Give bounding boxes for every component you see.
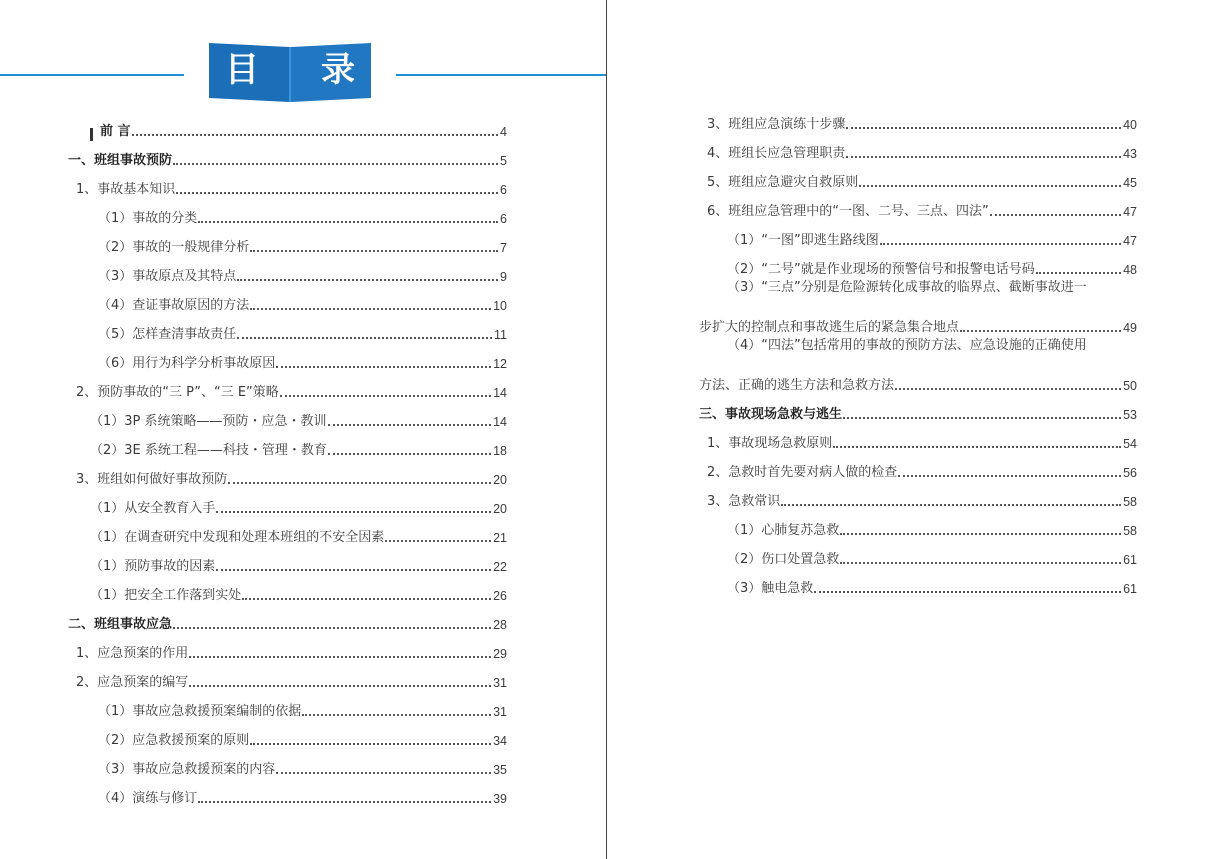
toc-dot-leader [843, 417, 1121, 419]
title-char-2: 录 [321, 50, 355, 90]
toc-dot-leader [990, 214, 1121, 216]
toc-entry[interactable] [98, 199, 507, 228]
toc-page-number: 9 [500, 270, 507, 284]
toc-entry[interactable] [90, 431, 507, 460]
toc-dot-leader [840, 562, 1121, 564]
title-rule-left [0, 74, 184, 76]
toc-entry[interactable] [76, 460, 507, 489]
toc-page-number: 34 [493, 734, 507, 748]
toc-entry-title: 步扩大的控制点和事故逃生后的紧急集合地点 [699, 320, 960, 335]
toc-entry-title: 4、班组长应急管理职责 [707, 146, 846, 161]
toc-dot-leader [189, 685, 491, 687]
toc-dot-leader [250, 743, 491, 745]
toc-dot-leader [328, 424, 492, 426]
toc-entry-title: （4）“四法”包括常用的事故的预防方法、应急设施的正确使用 [727, 338, 1087, 353]
toc-page-number: 20 [493, 473, 507, 487]
toc-entry[interactable] [707, 482, 1137, 511]
toc-entry-title: （2）“二号”就是作业现场的预警信号和报警电话号码 [727, 262, 1035, 277]
toc-entry-title: 方法、正确的逃生方法和急救方法 [699, 378, 895, 393]
toc-entry[interactable] [707, 192, 1137, 221]
toc-entry-title: （3）事故原点及其特点 [98, 269, 237, 284]
toc-page-number: 18 [493, 444, 507, 458]
toc-entry[interactable] [727, 279, 1137, 308]
toc-page-number: 35 [493, 763, 507, 777]
toc-entry[interactable] [699, 366, 1137, 395]
toc-entry[interactable] [90, 576, 507, 605]
toc-entry-title: 二、班组事故应急 [68, 617, 173, 632]
toc-entry-title: 2、预防事故的“三 P”、“三 E”策略 [76, 385, 279, 400]
toc-dot-leader [173, 627, 491, 629]
toc-entry[interactable] [727, 221, 1137, 250]
toc-entry-title: （2）伤口处置急救 [727, 552, 840, 567]
toc-entry[interactable] [727, 337, 1137, 366]
toc-entry[interactable] [90, 402, 507, 431]
title-banner [209, 40, 371, 104]
toc-entry-title: 6、班组应急管理中的“一图、二号、三点、四法” [707, 204, 989, 219]
toc-entry-title: 2、急救时首先要对病人做的检查 [707, 465, 898, 480]
toc-dot-leader [840, 533, 1121, 535]
toc-dot-leader [846, 156, 1121, 158]
toc-entry[interactable] [98, 257, 507, 286]
toc-entry-title: 2、应急预案的编写 [76, 675, 189, 690]
toc-entry[interactable] [98, 228, 507, 257]
toc-dot-leader [189, 656, 491, 658]
toc-page-number: 29 [493, 647, 507, 661]
toc-entry-title: （5）怎样查清事故责任 [98, 327, 237, 342]
toc-entry-title: （3）触电急救 [727, 581, 814, 596]
toc-dot-leader [781, 504, 1121, 506]
toc-dot-leader [198, 801, 491, 803]
toc-page-number: 56 [1123, 466, 1137, 480]
toc-entry[interactable] [90, 489, 507, 518]
toc-entry-title: （1）“一图”即逃生路线图 [727, 233, 879, 248]
toc-page-number: 26 [493, 589, 507, 603]
toc-entry-title: 5、班组应急避灾自救原则 [707, 175, 859, 190]
toc-entry[interactable] [707, 453, 1137, 482]
toc-entry-title: （1）事故的分类 [98, 211, 198, 226]
toc-entry-title: 三、事故现场急救与逃生 [699, 407, 843, 422]
toc-entry[interactable] [727, 540, 1137, 569]
toc-entry-title: （1）从安全教育入手 [90, 501, 216, 516]
toc-entry-title: （1）把安全工作落到实处 [90, 588, 242, 603]
toc-page-number: 43 [1123, 147, 1137, 161]
toc-page-number: 11 [494, 328, 507, 342]
toc-dot-leader [960, 330, 1121, 332]
toc-page-number: 61 [1123, 553, 1137, 567]
toc-entry[interactable] [727, 250, 1137, 279]
toc-page-number: 53 [1123, 408, 1137, 422]
toc-entry-title: （2）3E 系统工程——科技・管理・教育 [90, 443, 327, 458]
toc-entry[interactable] [68, 605, 507, 634]
toc-page-number: 7 [500, 241, 507, 255]
toc-entry[interactable] [98, 692, 507, 721]
toc-page-number: 40 [1123, 118, 1137, 132]
toc-entry[interactable] [98, 750, 507, 779]
toc-entry-title: （4）查证事故原因的方法 [98, 298, 250, 313]
toc-entry-title: 前 言 [100, 124, 131, 139]
toc-entry[interactable] [98, 286, 507, 315]
toc-page-number: 22 [493, 560, 507, 574]
toc-entry[interactable] [68, 141, 507, 170]
toc-page-number: 47 [1123, 234, 1137, 248]
toc-entry-title: 1、事故基本知识 [76, 182, 176, 197]
toc-page-number: 5 [500, 154, 507, 168]
toc-dot-leader [242, 598, 491, 600]
toc-page-number: 14 [493, 386, 507, 400]
toc-entry[interactable] [727, 569, 1137, 598]
toc-entry-title: （6）用行为科学分析事故原因 [98, 356, 276, 371]
toc-dot-leader [250, 250, 498, 252]
toc-page-number: 31 [493, 676, 507, 690]
toc-entry[interactable] [76, 170, 507, 199]
toc-entry-title: 3、急救常识 [707, 494, 781, 509]
toc-dot-leader [302, 714, 491, 716]
toc-entry-title: 一、班组事故预防 [68, 153, 173, 168]
toc-page-number: 50 [1123, 379, 1137, 393]
title-char-1: 目 [225, 50, 259, 90]
toc-dot-leader [859, 185, 1121, 187]
toc-dot-leader [237, 337, 492, 339]
foreword-marker-icon [90, 128, 93, 141]
toc-dot-leader [846, 127, 1121, 129]
toc-dot-leader [385, 540, 491, 542]
toc-dot-leader [280, 395, 491, 397]
toc-entry-title: （1）预防事故的因素 [90, 559, 216, 574]
toc-page-number: 10 [493, 299, 507, 313]
toc-page-number: 45 [1123, 176, 1137, 190]
toc-page-number: 48 [1123, 263, 1137, 277]
toc-entry[interactable] [727, 511, 1137, 540]
toc-entry[interactable] [98, 779, 507, 808]
toc-page-number: 14 [493, 415, 507, 429]
toc-dot-leader [814, 591, 1121, 593]
toc-entry-title: 1、事故现场急救原则 [707, 436, 833, 451]
toc-entry-title: 1、应急预案的作用 [76, 646, 189, 661]
right-page [607, 0, 1214, 859]
toc-entry-title: 3、班组应急演练十步骤 [707, 117, 846, 132]
toc-dot-leader [173, 163, 498, 165]
toc-dot-leader [132, 134, 499, 136]
toc-page-number: 49 [1123, 321, 1137, 335]
toc-page-number: 21 [493, 531, 507, 545]
toc-entry-title: 3、班组如何做好事故预防 [76, 472, 228, 487]
toc-entry-title: （2）事故的一般规律分析 [98, 240, 250, 255]
toc-entry[interactable] [98, 344, 507, 373]
toc-entry[interactable] [699, 395, 1137, 424]
toc-entry-title: （4）演练与修订 [98, 791, 198, 806]
toc-entry[interactable] [90, 112, 507, 141]
toc-entry[interactable] [90, 547, 507, 576]
toc-page-number: 61 [1123, 582, 1137, 596]
toc-entry[interactable] [707, 163, 1137, 192]
toc-entry[interactable] [98, 315, 507, 344]
toc-entry[interactable] [90, 518, 507, 547]
toc-entry-title: （1）心肺复苏急救 [727, 523, 840, 538]
toc-page-number: 54 [1123, 437, 1137, 451]
toc-entry-title: （2）应急救援预案的原则 [98, 733, 250, 748]
toc-entry[interactable] [707, 134, 1137, 163]
toc-entry[interactable] [76, 663, 507, 692]
toc-entry[interactable] [699, 308, 1137, 337]
toc-dot-leader [833, 446, 1121, 448]
toc-entry[interactable] [707, 105, 1137, 134]
toc-dot-leader [880, 243, 1121, 245]
toc-dot-leader [237, 279, 498, 281]
toc-page-number: 58 [1123, 524, 1137, 538]
toc-entry-title: （3）“三点”分别是危险源转化成事故的临界点、截断事故进一 [727, 280, 1087, 295]
toc-entry[interactable] [76, 373, 507, 402]
toc-page-number: 47 [1123, 205, 1137, 219]
toc-dot-leader [895, 388, 1121, 390]
toc-dot-leader [216, 511, 491, 513]
toc-dot-leader [250, 308, 491, 310]
toc-dot-leader [1036, 272, 1121, 274]
title-rule-right [396, 74, 606, 76]
toc-dot-leader [898, 475, 1121, 477]
toc-dot-leader [276, 772, 491, 774]
toc-page-number: 6 [500, 183, 507, 197]
toc-entry-title: （1）在调查研究中发现和处理本班组的不安全因素 [90, 530, 385, 545]
toc-dot-leader [198, 221, 498, 223]
toc-page-number: 39 [493, 792, 507, 806]
toc-dot-leader [276, 366, 491, 368]
toc-page-number: 20 [493, 502, 507, 516]
toc-page-number: 4 [500, 125, 507, 139]
toc-entry-title: （1）事故应急救援预案编制的依据 [98, 704, 302, 719]
toc-page-number: 31 [493, 705, 507, 719]
toc-page-number: 6 [500, 212, 507, 226]
toc-page-number: 28 [493, 618, 507, 632]
toc-entry[interactable] [76, 634, 507, 663]
toc-dot-leader [328, 453, 491, 455]
toc-dot-leader [176, 192, 498, 194]
toc-entry-title: （1）3P 系统策略——预防・应急・教训 [90, 414, 327, 429]
toc-entry[interactable] [98, 721, 507, 750]
toc-dot-leader [228, 482, 491, 484]
toc-entry-title: （3）事故应急救援预案的内容 [98, 762, 276, 777]
toc-page-number: 12 [493, 357, 507, 371]
left-page [0, 0, 606, 859]
toc-dot-leader [216, 569, 491, 571]
toc-entry[interactable] [707, 424, 1137, 453]
toc-page-number: 58 [1123, 495, 1137, 509]
